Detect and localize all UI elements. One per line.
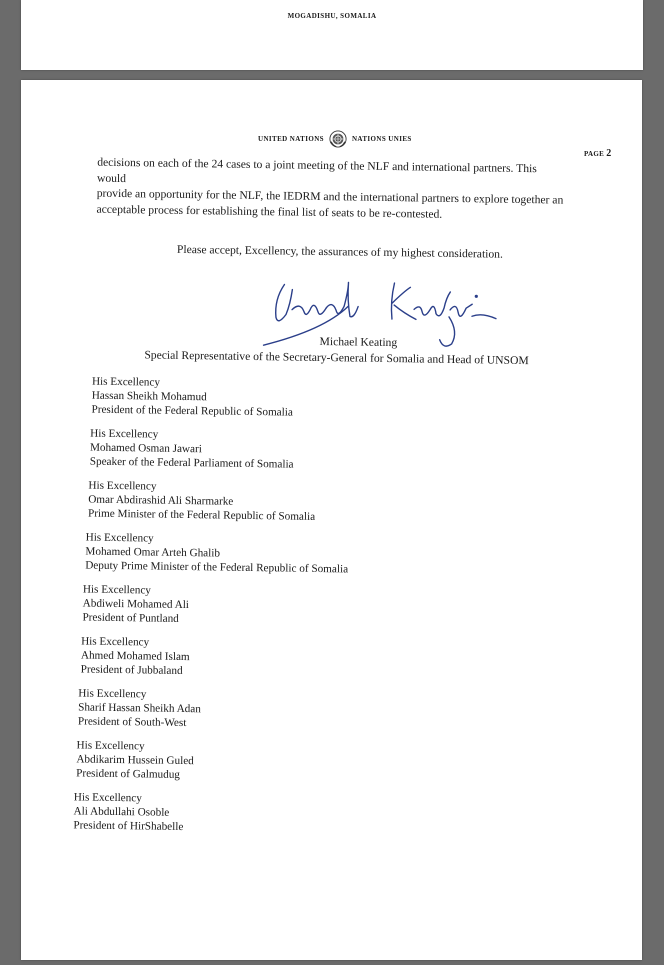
page-header-location: MOGADISHU, SOMALIA [287, 12, 377, 20]
addressee-name: Ahmed Mohamed Islam [80, 649, 190, 664]
letterhead-english: UNITED NATIONS [258, 135, 324, 143]
body-paragraph [96, 155, 567, 224]
signatory-title: Special Representative of the Secretary-General for Somalia and Head of UNSOM [144, 348, 529, 368]
addressee-position: Deputy Prime Minister of the Federal Republic of Somalia [85, 559, 349, 576]
addressee-name: Abdiweli Mohamed Ali [82, 597, 190, 612]
addressee-salutation: His Excellency [73, 791, 142, 805]
addressee-name: Mohamed Omar Arteh Ghalib [85, 545, 221, 560]
addressee-name: Omar Abdirashid Ali Sharmarke [88, 493, 234, 508]
letterhead-french: NATIONS UNIES [351, 135, 412, 143]
addressee-position: President of HirShabelle [73, 819, 184, 834]
addressee-block [78, 686, 201, 730]
addressee-block [85, 531, 348, 577]
addressee-salutation: His Excellency [76, 739, 145, 753]
addressee-position: President of South-West [77, 715, 187, 730]
signatory-name: Michael Keating [319, 334, 398, 350]
addressee-name: Mohamed Osman Jawari [89, 441, 202, 456]
paragraph-line: acceptable process for establishing the final list of seats to be re-contested. [96, 202, 443, 221]
addressee-position: President of the Federal Republic of Somalia [91, 403, 293, 419]
letter-body [9, 76, 643, 965]
paragraph-line: decisions on each of the 24 cases to a joint meeting of the NLF and international partners. This would [96, 155, 537, 185]
addressee-block [91, 375, 293, 420]
addressee-position: Speaker of the Federal Parliament of Somalia [89, 455, 294, 471]
addressee-name: Ali Abdullahi Osoble [73, 805, 170, 819]
addressee-salutation: His Excellency [78, 687, 147, 701]
addressee-position: President of Puntland [82, 611, 179, 625]
addressee-name: Sharif Hassan Sheikh Adan [78, 701, 201, 716]
addressee-position: President of Galmudug [76, 767, 181, 781]
addressee-salutation: His Excellency [82, 583, 152, 597]
addressee-block [73, 790, 184, 834]
page-label: PAGE [584, 150, 605, 158]
addressee-block [82, 583, 189, 627]
addressee-position: President of Jubbaland [80, 663, 183, 678]
addressee-name: Hassan Sheikh Mohamud [91, 389, 207, 404]
addressee-name: Abdikarim Hussein Guled [76, 753, 194, 768]
addressee-position: Prime Minister of the Federal Republic of Somalia [87, 507, 316, 523]
paragraph-line: provide an opportunity for the NLF, the IEDRM and the international partners to explore together an [96, 186, 564, 207]
addressee-salutation: His Excellency [90, 427, 159, 441]
addressee-block [76, 738, 194, 782]
addressee-block [81, 634, 190, 678]
addressee-salutation: His Excellency [88, 479, 157, 493]
letter-page [21, 80, 642, 960]
addressee-block [90, 427, 294, 472]
closing-sentence: Please accept, Excellency, the assurances of my highest consideration. [176, 242, 504, 261]
previous-page [21, 0, 643, 70]
addressee-block [88, 479, 316, 524]
addressee-salutation: His Excellency [81, 635, 150, 649]
addressee-salutation: His Excellency [91, 375, 161, 389]
page-number-value: 2 [606, 148, 612, 159]
addressee-salutation: His Excellency [85, 531, 154, 545]
